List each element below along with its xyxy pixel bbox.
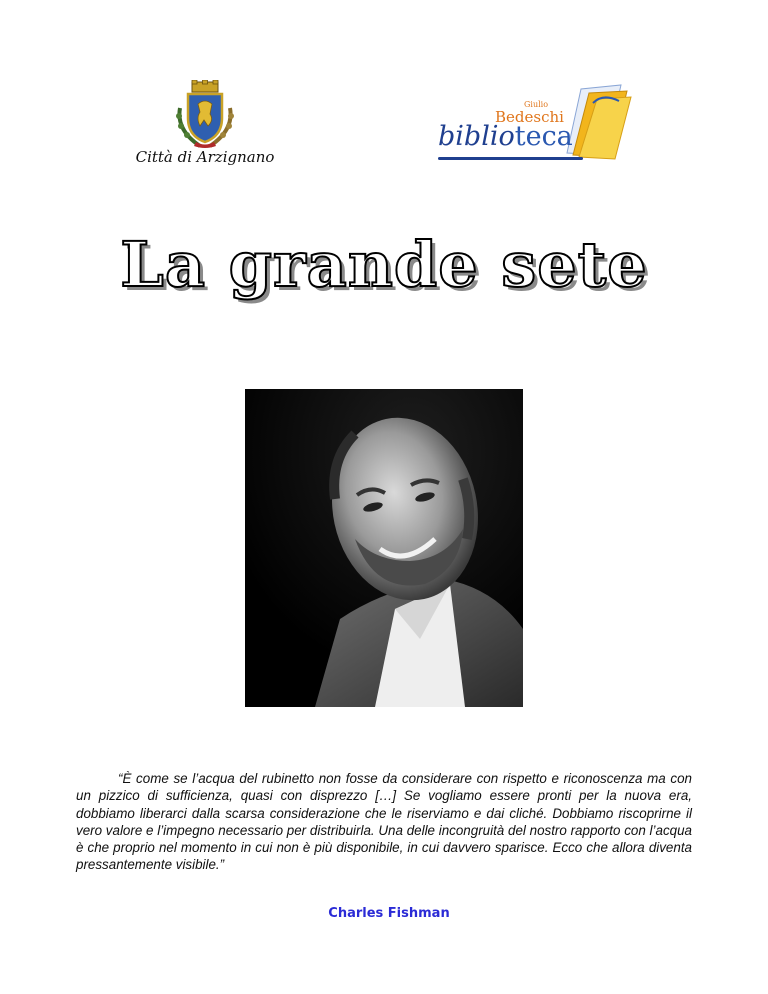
quote-author: Charles Fishman: [328, 906, 450, 921]
page-title: La grande sete: [120, 228, 648, 301]
portrait-photo-icon: [245, 389, 523, 707]
city-crest-icon: [170, 80, 240, 150]
library-word: [438, 121, 573, 152]
library-logo: [435, 83, 635, 163]
book-pages-icon: [563, 83, 633, 161]
author-portrait: [245, 389, 523, 707]
library-surname: Bedeschi: [495, 108, 564, 126]
city-logo: [130, 80, 280, 172]
library-word-teca: teca: [514, 121, 573, 152]
city-name: Città di Arzignano: [135, 148, 275, 166]
quote-text: “È come se l’acqua del rubinetto non fosse da considerare con rispetto e riconoscenza ma con un pizzico di sufficienza, quasi con disprezzo […] Se vogliamo essere pronti per la nuova era, dobbiamo liberarci dalla scarsa considerazione che le riserviamo e dai cliché. Dobbiamo riscoprirne il vero valore e l’impegno necessario per distribuirla. Una delle incongruità del nostro rapporto con l’acqua è che proprio nel momento in cui non è più disponibile, in cui davvero sparisce. Ecco che allora diventa pressantemente visibile.”: [76, 771, 692, 873]
library-first-name: Giulio: [524, 100, 549, 109]
library-underline: [438, 157, 583, 160]
library-word-biblio: biblio: [438, 121, 515, 152]
